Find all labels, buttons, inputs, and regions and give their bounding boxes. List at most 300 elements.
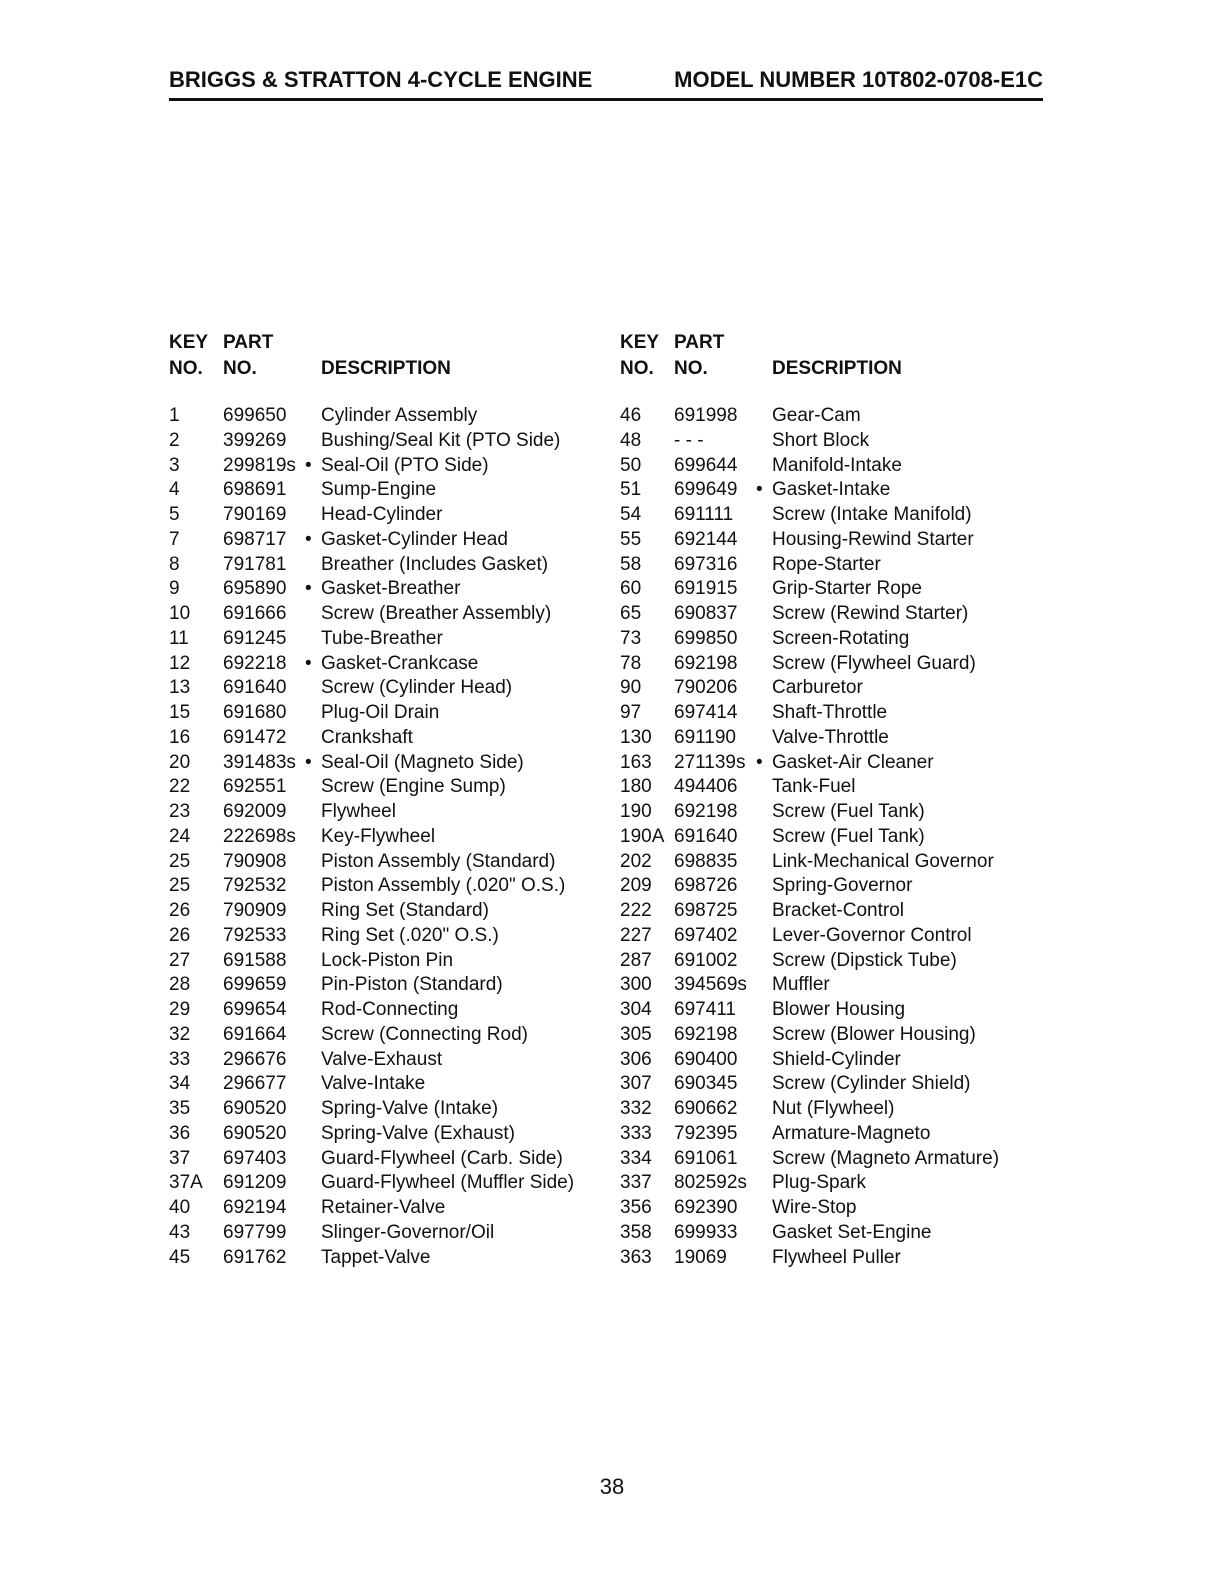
part-row (620, 652, 1070, 677)
part-description: Tube-Breather (321, 627, 443, 649)
part-number: 698835 (674, 850, 738, 872)
part-row (620, 1196, 1070, 1221)
part-number: 791781 (223, 553, 287, 575)
part-number: 391483s (223, 751, 296, 773)
service-bullet: • (756, 751, 763, 773)
part-number: 691915 (674, 578, 738, 600)
part-number: 691762 (223, 1246, 287, 1268)
key-number: 60 (620, 578, 642, 600)
parts-column-left (169, 332, 619, 1270)
key-number: 3 (169, 454, 180, 476)
key-number: 43 (169, 1221, 191, 1243)
part-description: Screw (Fuel Tank) (772, 825, 925, 847)
key-number: 5 (169, 504, 180, 525)
key-number: 227 (620, 924, 652, 946)
key-number: 34 (169, 1073, 191, 1095)
part-row (169, 701, 619, 726)
part-row (169, 627, 619, 652)
part-row (620, 1221, 1070, 1246)
part-number: 690345 (674, 1073, 738, 1095)
part-description: Guard-Flywheel (Muffler Side) (321, 1172, 575, 1194)
part-row (620, 627, 1070, 652)
part-description: Shaft-Throttle (772, 702, 888, 723)
part-row (620, 701, 1070, 726)
part-description: Valve-Throttle (772, 726, 889, 748)
part-row (169, 874, 619, 899)
service-bullet: • (305, 454, 312, 476)
part-row (169, 404, 619, 429)
part-row (620, 404, 1070, 429)
part-number: 699654 (223, 999, 287, 1020)
key-number: 13 (169, 677, 191, 699)
part-description: Flywheel (321, 801, 396, 822)
part-description: Lever-Governor Control (772, 924, 972, 946)
part-number: 691998 (674, 405, 738, 426)
part-description: Carburetor (772, 677, 863, 699)
part-description: Lock-Piston Pin (321, 949, 454, 971)
part-number: 691002 (674, 949, 738, 971)
key-number: 78 (620, 652, 642, 674)
part-description: Spring-Valve (Intake) (321, 1098, 499, 1119)
part-number: 792395 (674, 1122, 738, 1144)
part-row (169, 1246, 619, 1271)
key-number: 300 (620, 974, 652, 996)
part-number: 691472 (223, 726, 287, 748)
part-description: Wire-Stop (772, 1197, 857, 1218)
part-description: Screw (Magneto Armature) (772, 1147, 1000, 1169)
part-row (169, 973, 619, 998)
part-number: 802592s (674, 1172, 747, 1194)
part-number: 296676 (223, 1048, 287, 1070)
part-number: 399269 (223, 429, 287, 451)
part-header-line1: PART (223, 332, 274, 353)
part-description: Muffler (772, 974, 830, 996)
key-number: 33 (169, 1048, 191, 1070)
key-number: 46 (620, 405, 642, 426)
part-number: 792532 (223, 875, 287, 897)
part-row (169, 924, 619, 949)
part-description: Manifold-Intake (772, 454, 902, 476)
key-number: 287 (620, 949, 652, 971)
part-number: 692551 (223, 776, 287, 798)
part-row (169, 899, 619, 924)
key-number: 58 (620, 553, 642, 575)
part-description: Gasket-Air Cleaner (772, 751, 934, 773)
key-number: 337 (620, 1172, 652, 1194)
part-row (620, 1023, 1070, 1048)
part-description: Seal-Oil (Magneto Side) (321, 751, 524, 773)
key-number: 27 (169, 949, 191, 971)
part-description: Screw (Rewind Starter) (772, 603, 969, 624)
part-number: 691588 (223, 949, 287, 971)
part-description: Screw (Connecting Rod) (321, 1023, 528, 1045)
part-row (169, 454, 619, 479)
part-description: Rod-Connecting (321, 999, 459, 1020)
part-number: 691061 (674, 1147, 738, 1169)
part-description: Housing-Rewind Starter (772, 528, 974, 550)
part-description: Screw (Blower Housing) (772, 1023, 976, 1045)
part-description: Spring-Valve (Exhaust) (321, 1122, 515, 1144)
key-number: 8 (169, 553, 180, 575)
part-row (620, 602, 1070, 627)
part-description: Gasket-Cylinder Head (321, 528, 508, 550)
part-description: Screw (Engine Sump) (321, 776, 506, 798)
service-bullet: • (305, 751, 312, 773)
part-row (169, 1171, 619, 1196)
key-number: 180 (620, 776, 652, 798)
part-row (620, 751, 1070, 776)
key-number: 1 (169, 405, 180, 426)
part-header-line2: NO. (674, 358, 708, 379)
key-number: 11 (169, 627, 189, 649)
part-row (620, 726, 1070, 751)
part-row (169, 652, 619, 677)
part-number: 691209 (223, 1172, 287, 1194)
part-description: Valve-Exhaust (321, 1048, 443, 1070)
part-description: Valve-Intake (321, 1073, 426, 1095)
part-row (169, 800, 619, 825)
part-number: 690520 (223, 1122, 287, 1144)
key-number: 334 (620, 1147, 652, 1169)
part-number: 690400 (674, 1048, 738, 1070)
part-description: Cylinder Assembly (321, 405, 478, 426)
part-row (169, 553, 619, 578)
part-description: Slinger-Governor/Oil (321, 1221, 495, 1243)
key-number: 25 (169, 850, 191, 872)
part-row (620, 1072, 1070, 1097)
part-description: Guard-Flywheel (Carb. Side) (321, 1147, 563, 1169)
part-description: Ring Set (.020" O.S.) (321, 924, 499, 946)
part-row (620, 775, 1070, 800)
part-row (169, 726, 619, 751)
part-description: Screw (Cylinder Head) (321, 677, 513, 699)
part-row (169, 478, 619, 503)
part-description: Screw (Flywheel Guard) (772, 652, 976, 674)
part-number: 697402 (674, 924, 738, 946)
part-number: 692198 (674, 801, 738, 822)
part-number: 222698s (223, 825, 296, 847)
column-header-right (620, 332, 1070, 404)
part-number: 690520 (223, 1098, 287, 1119)
key-number: 15 (169, 702, 191, 723)
part-row (169, 850, 619, 875)
part-description: Shield-Cylinder (772, 1048, 901, 1070)
parts-list-left (169, 404, 619, 1270)
part-row (620, 874, 1070, 899)
key-header-line1: KEY (169, 332, 209, 353)
part-row (620, 429, 1070, 454)
key-number: 36 (169, 1122, 191, 1144)
part-row (169, 751, 619, 776)
key-number: 9 (169, 578, 180, 600)
key-number: 12 (169, 652, 191, 674)
part-row (169, 676, 619, 701)
part-row (620, 800, 1070, 825)
key-number: 45 (169, 1246, 191, 1268)
key-number: 54 (620, 504, 642, 525)
part-row (169, 949, 619, 974)
key-number: 28 (169, 974, 191, 996)
part-number: 692194 (223, 1197, 287, 1218)
service-bullet: • (305, 528, 312, 550)
part-row (169, 528, 619, 553)
key-number: 333 (620, 1122, 652, 1144)
key-number: 40 (169, 1197, 191, 1218)
part-number: 697411 (674, 999, 736, 1020)
key-number: 190A (620, 825, 665, 847)
part-header-line2: NO. (223, 358, 257, 379)
part-description: Key-Flywheel (321, 825, 436, 847)
part-row (169, 775, 619, 800)
part-description: Spring-Governor (772, 875, 913, 897)
part-description: Short Block (772, 429, 870, 451)
part-description: Screen-Rotating (772, 627, 910, 649)
key-number: 307 (620, 1073, 652, 1095)
part-row (620, 553, 1070, 578)
part-row (169, 1196, 619, 1221)
part-row (169, 1221, 619, 1246)
part-description: Bracket-Control (772, 900, 904, 921)
part-number: 699659 (223, 974, 287, 996)
part-number: 692198 (674, 1023, 738, 1045)
part-description: Plug-Spark (772, 1172, 866, 1194)
part-row (620, 973, 1070, 998)
part-description: Head-Cylinder (321, 504, 443, 525)
part-row (620, 1048, 1070, 1073)
part-row (169, 1048, 619, 1073)
part-row (620, 1147, 1070, 1172)
part-number: 494406 (674, 776, 738, 798)
part-description: Gasket-Crankcase (321, 652, 479, 674)
part-description: Gasket-Intake (772, 479, 891, 501)
part-description: Piston Assembly (Standard) (321, 850, 556, 872)
part-number: 690837 (674, 603, 738, 624)
key-number: 90 (620, 677, 642, 699)
part-number: 790169 (223, 504, 287, 525)
description-header: DESCRIPTION (321, 358, 451, 379)
part-number: 699644 (674, 454, 738, 476)
part-row (169, 1097, 619, 1122)
key-number: 22 (169, 776, 191, 798)
part-description: Breather (Includes Gasket) (321, 553, 549, 575)
part-number: 692198 (674, 652, 738, 674)
key-number: 304 (620, 999, 652, 1020)
part-row (169, 998, 619, 1023)
part-number: 692144 (674, 528, 738, 550)
part-number: 790206 (674, 677, 738, 699)
key-number: 23 (169, 801, 191, 822)
parts-list-right (620, 404, 1070, 1270)
part-number: 691664 (223, 1023, 287, 1045)
part-row (169, 503, 619, 528)
key-number: 25 (169, 875, 191, 897)
part-row (620, 1097, 1070, 1122)
part-description: Screw (Fuel Tank) (772, 801, 925, 822)
part-number: 790909 (223, 900, 287, 921)
part-description: Gear-Cam (772, 405, 861, 426)
part-number: 691111 (674, 504, 734, 525)
part-description: Screw (Intake Manifold) (772, 504, 972, 525)
key-number: 222 (620, 900, 652, 921)
part-number: 695890 (223, 578, 287, 600)
key-number: 7 (169, 528, 180, 550)
part-description: Grip-Starter Rope (772, 578, 922, 600)
key-number: 4 (169, 479, 180, 501)
part-description: Gasket Set-Engine (772, 1221, 932, 1243)
part-description: Gasket-Breather (321, 578, 461, 600)
part-row (620, 825, 1070, 850)
part-number: 790908 (223, 850, 287, 872)
key-number: 32 (169, 1023, 191, 1045)
part-row (620, 899, 1070, 924)
part-number: 692009 (223, 801, 287, 822)
part-row (620, 850, 1070, 875)
part-description: Retainer-Valve (321, 1197, 446, 1218)
key-number: 50 (620, 454, 642, 476)
part-number: 692218 (223, 652, 287, 674)
key-number: 65 (620, 603, 642, 624)
part-description: Rope-Starter (772, 553, 881, 575)
part-number: 699850 (674, 627, 738, 649)
part-header-line1: PART (674, 332, 725, 353)
key-number: 20 (169, 751, 191, 773)
key-number: 2 (169, 429, 180, 451)
part-row (620, 1246, 1070, 1271)
part-number: 697403 (223, 1147, 287, 1169)
key-number: 209 (620, 875, 652, 897)
part-number: - - - (674, 429, 704, 451)
key-number: 363 (620, 1246, 652, 1268)
part-description: Seal-Oil (PTO Side) (321, 454, 489, 476)
part-row (169, 825, 619, 850)
key-number: 26 (169, 924, 191, 946)
part-description: Blower Housing (772, 999, 906, 1020)
part-row (169, 1072, 619, 1097)
engine-title: BRIGGS & STRATTON 4-CYCLE ENGINE (169, 67, 593, 92)
part-description: Plug-Oil Drain (321, 702, 440, 723)
part-description: Link-Mechanical Governor (772, 850, 994, 872)
part-number: 699650 (223, 405, 287, 426)
part-description: Armature-Magneto (772, 1122, 931, 1144)
part-row (620, 949, 1070, 974)
service-bullet: • (756, 479, 763, 501)
part-row (169, 1023, 619, 1048)
part-number: 691640 (674, 825, 738, 847)
part-description: Flywheel Puller (772, 1246, 901, 1268)
part-description: Pin-Piston (Standard) (321, 974, 503, 996)
key-number: 51 (620, 479, 642, 501)
page-header (169, 64, 1043, 101)
key-number: 358 (620, 1221, 652, 1243)
part-row (620, 478, 1070, 503)
part-row (620, 924, 1070, 949)
key-number: 55 (620, 528, 642, 550)
model-number-title: MODEL NUMBER 10T802-0708-E1C (674, 67, 1043, 92)
part-number: 691666 (223, 603, 287, 624)
part-row (620, 998, 1070, 1023)
part-number: 698691 (223, 479, 287, 501)
key-number: 305 (620, 1023, 652, 1045)
part-row (169, 429, 619, 454)
part-description: Screw (Dipstick Tube) (772, 949, 957, 971)
key-number: 37 (169, 1147, 191, 1169)
part-number: 691640 (223, 677, 287, 699)
part-number: 697414 (674, 702, 738, 723)
part-row (169, 1122, 619, 1147)
part-number: 699933 (674, 1221, 738, 1243)
part-row (620, 676, 1070, 701)
part-description: Bushing/Seal Kit (PTO Side) (321, 429, 561, 451)
part-number: 296677 (223, 1073, 287, 1095)
part-number: 697799 (223, 1221, 287, 1243)
part-row (620, 1122, 1070, 1147)
key-number: 37A (169, 1172, 203, 1194)
part-description: Piston Assembly (.020" O.S.) (321, 875, 566, 897)
part-description: Nut (Flywheel) (772, 1098, 895, 1119)
key-number: 202 (620, 850, 652, 872)
part-row (169, 1147, 619, 1172)
part-description: Tank-Fuel (772, 776, 856, 798)
key-number: 190 (620, 801, 652, 822)
part-number: 792533 (223, 924, 287, 946)
part-number: 692390 (674, 1197, 738, 1218)
part-number: 299819s (223, 454, 296, 476)
part-row (620, 1171, 1070, 1196)
key-header-line1: KEY (620, 332, 660, 353)
key-number: 130 (620, 726, 652, 748)
key-number: 356 (620, 1197, 652, 1218)
part-number: 691680 (223, 702, 287, 723)
page-number: 38 (599, 1474, 625, 1499)
key-number: 24 (169, 825, 191, 847)
part-description: Ring Set (Standard) (321, 900, 489, 921)
part-number: 699649 (674, 479, 738, 501)
key-header-line2: NO. (620, 358, 654, 379)
description-header: DESCRIPTION (772, 358, 902, 379)
part-row (620, 577, 1070, 602)
part-row (169, 577, 619, 602)
service-bullet: • (305, 578, 312, 600)
key-number: 35 (169, 1098, 191, 1119)
key-number: 29 (169, 999, 191, 1020)
part-number: 19069 (674, 1246, 727, 1268)
key-number: 306 (620, 1048, 652, 1070)
part-number: 697316 (674, 553, 738, 575)
key-header-line2: NO. (169, 358, 203, 379)
part-number: 698726 (674, 875, 738, 897)
part-number: 271139s (674, 751, 746, 773)
part-number: 690662 (674, 1098, 738, 1119)
service-bullet: • (305, 652, 312, 674)
part-description: Sump-Engine (321, 479, 437, 501)
part-description: Crankshaft (321, 726, 413, 748)
parts-column-right (620, 332, 1070, 1270)
key-number: 97 (620, 702, 642, 723)
part-row (620, 454, 1070, 479)
part-number: 394569s (674, 974, 747, 996)
key-number: 10 (169, 603, 191, 624)
part-number: 691245 (223, 627, 287, 649)
part-row (620, 503, 1070, 528)
key-number: 16 (169, 726, 191, 748)
key-number: 163 (620, 751, 652, 773)
part-number: 698717 (223, 528, 287, 550)
part-description: Tappet-Valve (321, 1246, 431, 1268)
part-row (620, 528, 1070, 553)
part-description: Screw (Breather Assembly) (321, 603, 552, 624)
key-number: 26 (169, 900, 191, 921)
key-number: 73 (620, 627, 642, 649)
